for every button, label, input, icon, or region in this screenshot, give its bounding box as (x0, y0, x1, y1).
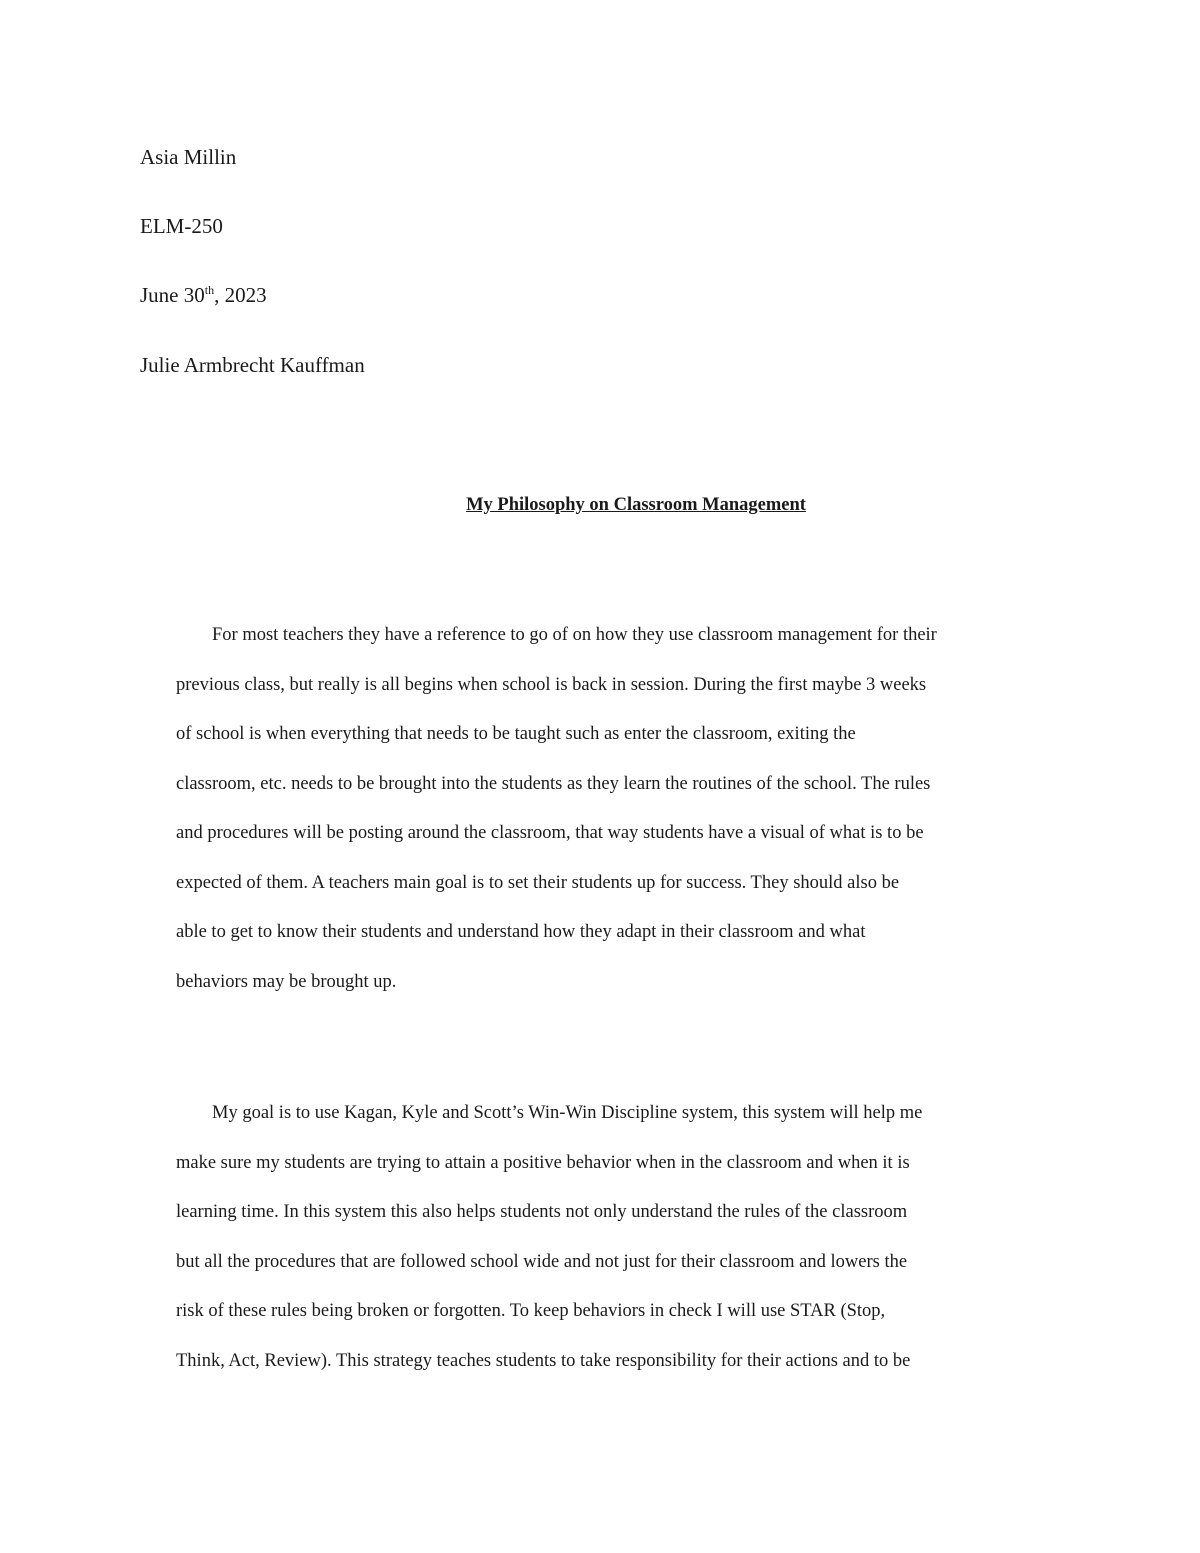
paragraph-line: of school is when everything that needs to be taught such as enter the classroom, exiting the (176, 724, 856, 744)
course-code: ELM-250 (140, 214, 223, 238)
paragraph-line: classroom, etc. needs to be brought into the students as they learn the routines of the school. The rules (176, 773, 931, 794)
date-main: June 30 (140, 283, 205, 307)
paragraph-line: behaviors may be brought up. (176, 971, 397, 992)
paragraph-line: My goal is to use Kagan, Kyle and Scott’s Win-Win Discipline system, this system will help me (212, 1103, 923, 1123)
paragraph-line: but all the procedures that are followed school wide and not just for their classroom and lowers the (176, 1251, 908, 1272)
paragraph-line: previous class, but really is all begins when school is back in session. During the first maybe 3 weeks (176, 674, 927, 695)
paragraph-line: and procedures will be posting around the classroom, that way students have a visual of what is to be (176, 823, 924, 843)
instructor-name: Julie Armbrecht Kauffman (140, 353, 365, 377)
paragraph-line: learning time. In this system this also helps students not only understand the rules of the classroom (176, 1202, 908, 1222)
document-date (140, 283, 267, 307)
author-name: Asia Millin (140, 145, 237, 169)
document-title: My Philosophy on Classroom Management (466, 495, 806, 515)
paragraph-line: For most teachers they have a reference to go of on how they use classroom management for their (212, 625, 937, 645)
date-year: , 2023 (214, 283, 267, 307)
paragraph-line: expected of them. A teachers main goal is to set their students up for success. They should also be (176, 872, 900, 893)
paragraph-line: Think, Act, Review). This strategy teaches students to take responsibility for their actions and to be (176, 1350, 911, 1371)
paragraph-line: make sure my students are trying to attain a positive behavior when in the classroom and when it is (176, 1152, 910, 1173)
paragraph-line: able to get to know their students and understand how they adapt in their classroom and what (176, 922, 866, 942)
date-ordinal-suffix: th (204, 283, 215, 297)
paragraph-line: risk of these rules being broken or forgotten. To keep behaviors in check I will use STAR (Stop, (176, 1301, 886, 1321)
